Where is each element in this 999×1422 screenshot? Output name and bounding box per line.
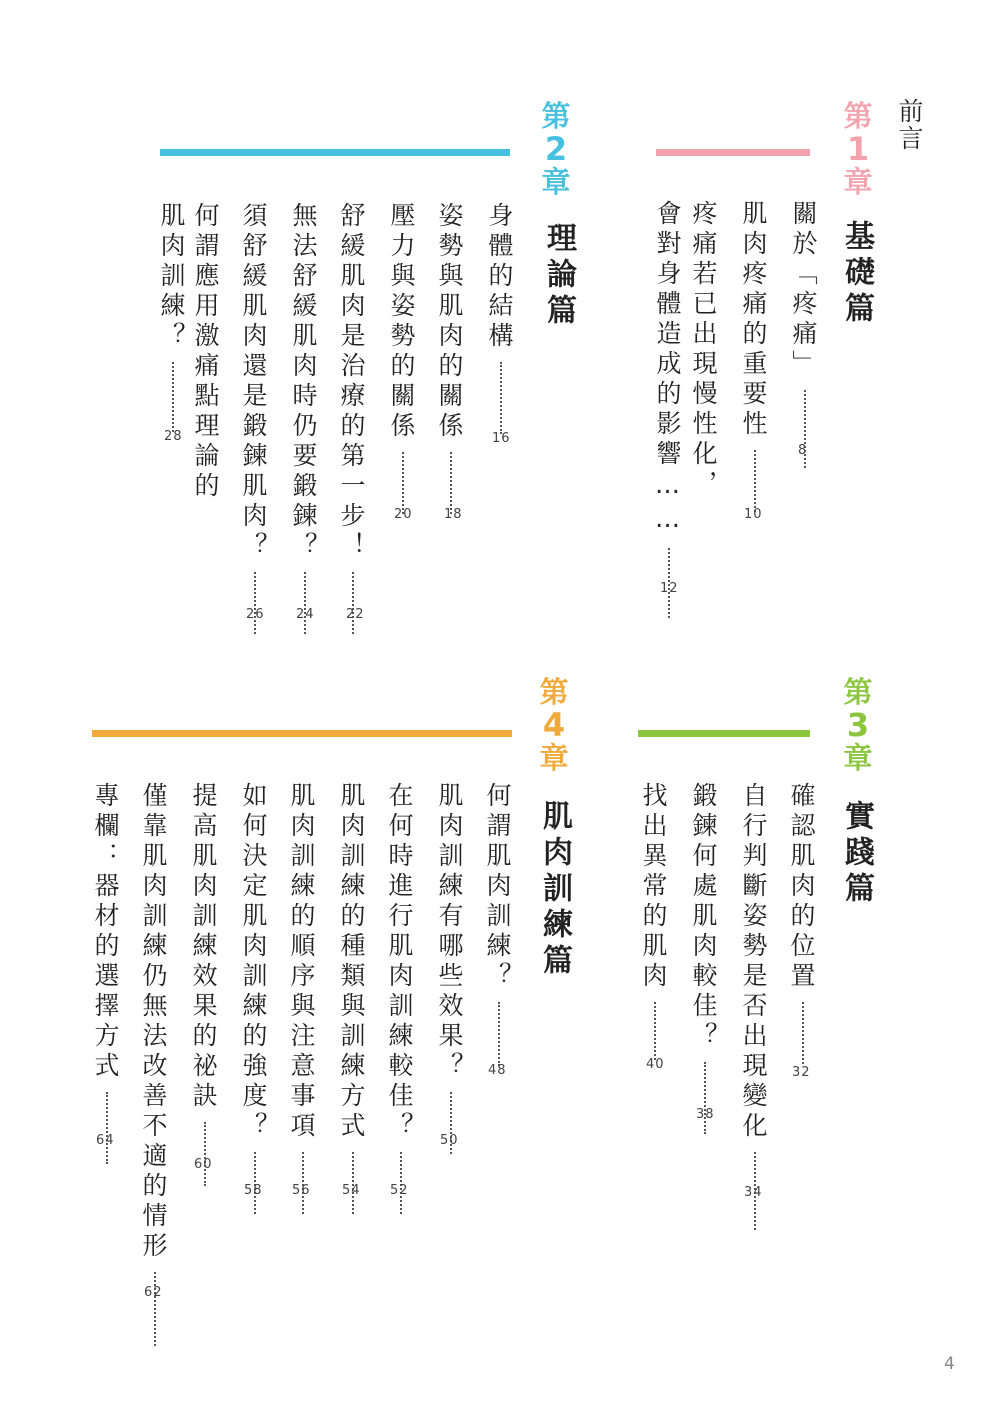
chapter-4-title[interactable]: 肌肉訓練篇 xyxy=(537,800,572,980)
chapter-3-zhang: 章 xyxy=(843,741,873,775)
toc-entry-text: 提高肌肉訓練效果的祕訣 xyxy=(189,782,218,1112)
toc-entry-page: 40 xyxy=(646,1057,665,1072)
toc-entry[interactable] xyxy=(336,202,372,634)
toc-entry-page: 64 xyxy=(96,1133,115,1148)
toc-leader-dots xyxy=(352,572,356,634)
toc-entry-text: 肌肉訓練的順序與注意事項 xyxy=(287,782,316,1142)
toc-entry-text: 如何決定肌肉訓練的強度？ xyxy=(239,782,268,1142)
chapter-3-number: 3 xyxy=(846,706,870,744)
chapter-4-number: 4 xyxy=(542,706,566,744)
toc-entry[interactable] xyxy=(384,782,420,1214)
toc-leader-dots xyxy=(654,1002,658,1060)
toc-entry-page: 62 xyxy=(144,1285,163,1300)
toc-leader-dots xyxy=(402,452,406,514)
toc-leader-dots xyxy=(304,572,308,634)
toc-entry-text: 肌肉疼痛的重要性 xyxy=(739,200,768,440)
chapter-4-zhang: 章 xyxy=(539,741,569,775)
toc-entry-page: 10 xyxy=(744,507,763,522)
toc-entry-page: 58 xyxy=(244,1183,263,1198)
toc-entry[interactable] xyxy=(188,782,224,1186)
toc-entry-page: 48 xyxy=(488,1063,507,1078)
chapter-3-title[interactable]: 實踐篇 xyxy=(839,800,874,908)
toc-entry[interactable] xyxy=(738,782,774,1230)
preface-link[interactable]: 前言 xyxy=(895,98,924,152)
toc-entry-text: 在何時進行肌肉訓練較佳？ xyxy=(385,782,414,1142)
toc-entry[interactable] xyxy=(190,202,226,506)
toc-entry-page: 54 xyxy=(342,1183,361,1198)
toc-leader-dots xyxy=(450,452,454,514)
toc-entry[interactable] xyxy=(786,782,822,1080)
toc-entry-text: 舒緩肌肉是治療的第一步！ xyxy=(337,202,366,562)
toc-entry-page: 24 xyxy=(296,607,315,622)
toc-entry-text: 姿勢與肌肉的關係 xyxy=(435,202,464,442)
chapter-1-title[interactable]: 基礎篇 xyxy=(839,220,874,328)
toc-entry-page: 28 xyxy=(164,429,183,444)
toc-entry-page: 26 xyxy=(246,607,265,622)
chapter-2-rule xyxy=(160,149,510,156)
toc-entry[interactable] xyxy=(484,202,520,446)
chapter-4-label xyxy=(532,676,576,774)
toc-entry-page: 50 xyxy=(440,1133,459,1148)
toc-leader-dots xyxy=(498,1002,502,1066)
toc-entry[interactable] xyxy=(238,782,274,1214)
toc-entry-page: 60 xyxy=(194,1157,213,1172)
toc-leader-dots xyxy=(254,572,258,634)
chapter-2-di: 第 xyxy=(541,99,571,133)
chapter-1-number: 1 xyxy=(846,130,870,168)
toc-entry-text: 僅靠肌肉訓練仍無法改善不適的情形 xyxy=(139,782,168,1262)
chapter-2-zhang: 章 xyxy=(541,165,571,199)
toc-entry-page: 16 xyxy=(492,431,511,446)
chapter-2-number: 2 xyxy=(544,130,568,168)
toc-entry-text: 無法舒緩肌肉時仍要鍛鍊？ xyxy=(289,202,318,562)
toc-entry-text: 鍛鍊何處肌肉較佳？ xyxy=(689,782,718,1052)
toc-entry[interactable] xyxy=(288,202,324,634)
chapter-1-label xyxy=(836,100,880,198)
chapter-3-label xyxy=(836,676,880,774)
toc-entry-page: 38 xyxy=(696,1107,715,1122)
chapter-4-rule xyxy=(92,730,512,737)
toc-entry[interactable] xyxy=(156,202,192,444)
toc-entry[interactable] xyxy=(138,782,174,1346)
toc-leader-dots xyxy=(802,1002,806,1064)
chapter-2-title[interactable]: 理論篇 xyxy=(541,222,576,330)
toc-leader-dots xyxy=(154,1272,158,1346)
chapter-4-di: 第 xyxy=(539,675,569,709)
toc-entry[interactable] xyxy=(434,202,470,522)
toc-entry-text: 身體的結構 xyxy=(485,202,514,352)
toc-entry[interactable] xyxy=(482,782,518,1078)
toc-entry-text: 肌肉訓練？ xyxy=(157,202,186,352)
chapter-3-rule xyxy=(638,730,810,737)
toc-entry[interactable] xyxy=(738,200,774,522)
toc-entry[interactable] xyxy=(688,782,724,1134)
toc-entry-page: 22 xyxy=(346,607,365,622)
toc-entry-page: 18 xyxy=(444,507,463,522)
toc-entry-text: 何謂肌肉訓練？ xyxy=(483,782,512,992)
toc-entry-page: 32 xyxy=(792,1065,811,1080)
toc-entry-text: 肌肉訓練的種類與訓練方式 xyxy=(337,782,366,1142)
toc-entry-page: 8 xyxy=(798,443,808,458)
toc-entry[interactable] xyxy=(386,202,422,522)
toc-entry[interactable] xyxy=(638,782,674,1072)
toc-leader-dots xyxy=(500,362,504,434)
toc-entry-text: 何謂應用激痛點理論的 xyxy=(191,202,220,502)
toc-entry-page: 20 xyxy=(394,507,413,522)
chapter-1-rule xyxy=(656,149,810,156)
toc-entry[interactable] xyxy=(434,782,470,1154)
chapter-1-zhang: 章 xyxy=(843,165,873,199)
toc-entry-text: 專欄：器材的選擇方式 xyxy=(91,782,120,1082)
toc-entry[interactable] xyxy=(238,202,274,634)
toc-entry[interactable] xyxy=(688,200,724,504)
toc-entry-page: 56 xyxy=(292,1183,311,1198)
toc-entry[interactable] xyxy=(286,782,322,1214)
toc-entry-text: 會對身體造成的影響…… xyxy=(653,200,682,538)
toc-leader-dots xyxy=(754,450,758,512)
toc-entry-text: 疼痛若已出現慢性化， xyxy=(689,200,718,500)
toc-entry[interactable] xyxy=(652,200,688,618)
toc-entry-text: 關於「疼痛」 xyxy=(789,200,818,380)
toc-entry-page: 34 xyxy=(744,1185,763,1200)
toc-entry-page: 52 xyxy=(390,1183,409,1198)
toc-leader-dots xyxy=(204,1122,208,1186)
chapter-2-label xyxy=(534,100,578,198)
chapter-3-di: 第 xyxy=(843,675,873,709)
chapter-1-di: 第 xyxy=(843,99,873,133)
toc-entry-text: 壓力與姿勢的關係 xyxy=(387,202,416,442)
toc-leader-dots xyxy=(106,1092,110,1164)
toc-entry[interactable] xyxy=(336,782,372,1214)
toc-entry-text: 確認肌肉的位置 xyxy=(787,782,816,992)
toc-entry-text: 須舒緩肌肉還是鍛鍊肌肉？ xyxy=(239,202,268,562)
toc-leader-dots xyxy=(704,1062,708,1134)
toc-entry-text: 肌肉訓練有哪些效果？ xyxy=(435,782,464,1082)
toc-entry-page: 12 xyxy=(660,581,679,596)
toc-entry-text: 自行判斷姿勢是否出現變化 xyxy=(739,782,768,1142)
toc-entry[interactable] xyxy=(788,200,824,468)
page-number: 4 xyxy=(944,1354,955,1374)
toc-leader-dots xyxy=(172,362,176,432)
toc-entry-text: 找出異常的肌肉 xyxy=(639,782,668,992)
toc-entry[interactable] xyxy=(90,782,126,1164)
